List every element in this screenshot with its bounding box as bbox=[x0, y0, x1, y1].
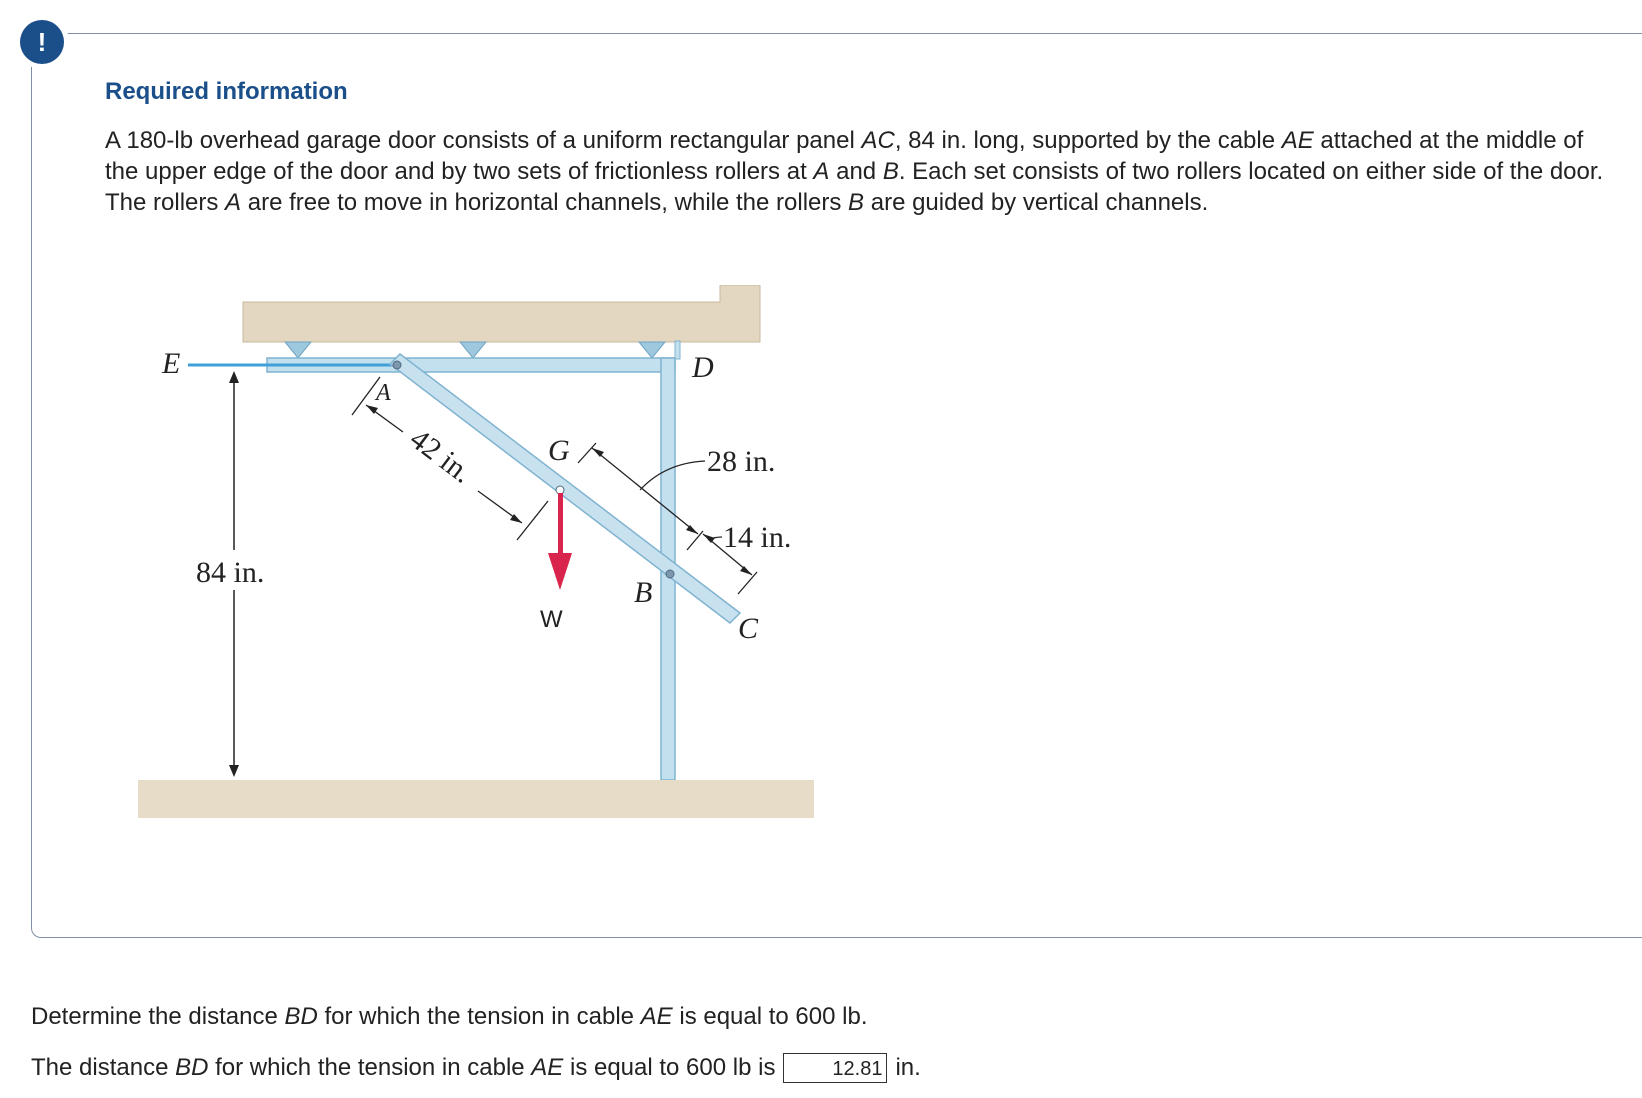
dim-14-arrow-2 bbox=[740, 566, 752, 575]
door-panel-ac bbox=[390, 354, 740, 623]
bracket-d bbox=[675, 341, 680, 359]
dim-14-ext-c bbox=[738, 572, 757, 594]
label-e: E bbox=[162, 347, 181, 380]
bracket-2 bbox=[460, 342, 486, 358]
dim-84-arrow-top bbox=[229, 371, 239, 383]
dim-42-ext-g bbox=[517, 501, 548, 540]
alert-icon: ! bbox=[20, 20, 64, 64]
dim-42-label: 42 in. bbox=[403, 422, 479, 490]
dim-14-label: 14 in. bbox=[723, 521, 792, 554]
roller-b bbox=[666, 570, 674, 578]
bracket-1 bbox=[285, 342, 311, 358]
label-d: D bbox=[692, 351, 714, 384]
bracket-3 bbox=[639, 342, 665, 358]
point-g bbox=[556, 486, 564, 494]
label-c: C bbox=[738, 612, 759, 645]
question-text: Determine the distance BD for which the tension in cable AE is equal to 600 lb. bbox=[31, 1003, 868, 1030]
label-b: B bbox=[634, 576, 653, 609]
answer-input[interactable]: 12.81 bbox=[783, 1053, 887, 1083]
label-g: G bbox=[548, 434, 570, 467]
dim-28-label: 28 in. bbox=[707, 445, 776, 478]
dim-28-ext-b bbox=[687, 531, 703, 550]
label-a: A bbox=[376, 380, 391, 406]
answer-unit: in. bbox=[895, 1054, 921, 1081]
dim-84-label: 84 in. bbox=[196, 556, 265, 589]
garage-door-figure bbox=[130, 285, 830, 825]
ceiling bbox=[243, 285, 760, 342]
floor bbox=[138, 780, 814, 818]
answer-line: The distance BD for which the tension in cable AE is equal to 600 lb is 12.81 in. bbox=[31, 1054, 921, 1081]
dim-28-ext-g bbox=[578, 443, 596, 463]
dim-84-arrow-bottom bbox=[229, 765, 239, 777]
problem-statement: A 180-lb overhead garage door consists of a uniform rectangular panel AC, 84 in. long, supported by the cable AE attached at the middle of the upper edge of the door and by two sets of frictionless rollers at A and B. Each set consists of two rollers located on either side of the door. The rollers A are free to move in horizontal channels, while the rollers B are guided by vertical channels. bbox=[105, 127, 1604, 216]
required-info-heading: Required information bbox=[105, 78, 348, 105]
weight-arrow-head bbox=[548, 553, 572, 590]
roller-a bbox=[393, 361, 401, 369]
weight-arrow-shaft bbox=[558, 493, 563, 553]
label-w: W bbox=[540, 606, 563, 633]
